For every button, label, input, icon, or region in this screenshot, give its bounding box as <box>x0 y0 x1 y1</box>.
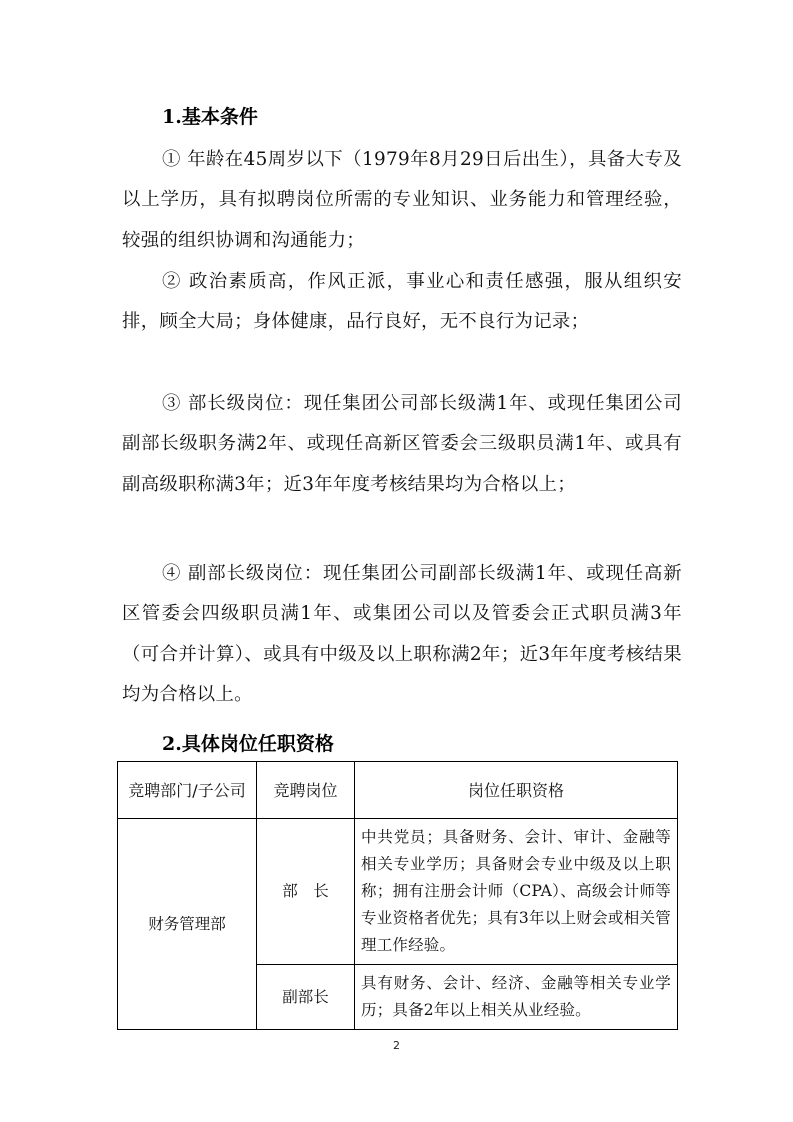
condition-political-quality: ② 政治素质高，作风正派，事业心和责任感强，服从组织安排，顾全大局；身体健康，品行良好，无不良行为记录； <box>122 271 682 333</box>
condition-deputy-minister-level: ④ 副部长级岗位：现任集团公司副部长级满1年、或现任高新区管委会四级职员满1年、或集团公司以及管委会正式职员满3年（可合并计算）、或具有中级及以上职称满2年；近3年年度考核结果均为合格以上。 <box>122 563 682 705</box>
header-qualifications: 岗位任职资格 <box>355 762 678 819</box>
table-header-row <box>118 762 678 819</box>
section-heading-position-qualifications: 2.具体岗位任职资格 <box>162 733 334 755</box>
table-row <box>118 819 678 965</box>
position-cell: 部 长 <box>257 819 355 965</box>
qualification-cell: 具有财务、会计、经济、金融等相关专业学历；具备2年以上相关从业经验。 <box>355 965 678 1030</box>
qualification-cell: 中共党员；具备财务、会计、审计、金融等相关专业学历；具备财会专业中级及以上职称；拥有注册会计师（CPA）、高级会计师等专业资格者优先；具有3年以上财会或相关管理工作经验。 <box>355 819 678 965</box>
section-heading-basic-conditions: 1.基本条件 <box>162 106 258 128</box>
condition-age-education: ① 年龄在45周岁以下（1979年8月29日后出生），具备大专及以上学历，具有拟聘岗位所需的专业知识、业务能力和管理经验，较强的组织协调和沟通能力； <box>122 149 682 251</box>
page-number: 2 <box>393 1039 400 1052</box>
department-cell: 财务管理部 <box>118 819 257 1030</box>
header-department: 竞聘部门/子公司 <box>118 762 257 819</box>
condition-minister-level: ③ 部长级岗位：现任集团公司部长级满1年、或现任集团公司副部长级职务满2年、或现任高新区管委会三级职员满1年、或具有副高级职称满3年；近3年年度考核结果均为合格以上； <box>122 393 682 495</box>
qualification-table <box>117 761 678 1030</box>
header-position: 竞聘岗位 <box>257 762 355 819</box>
position-cell: 副部长 <box>257 965 355 1030</box>
